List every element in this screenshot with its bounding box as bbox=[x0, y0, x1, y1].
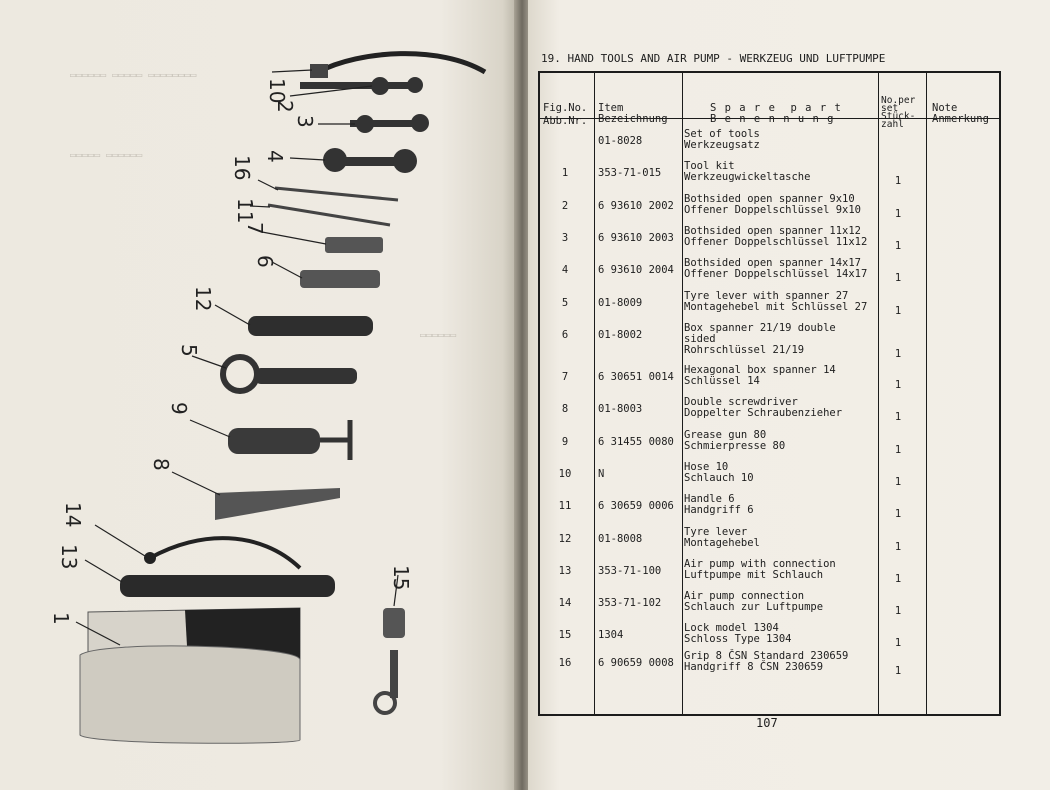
part-name-de: Offener Doppelschlüssel 14x17 bbox=[684, 268, 868, 280]
table-row bbox=[540, 258, 999, 290]
table-row bbox=[540, 494, 999, 526]
table-row bbox=[540, 397, 999, 429]
part-name-en: Bothsided open spanner 11x12 bbox=[684, 225, 862, 237]
part-name-en: Double screwdriver bbox=[684, 396, 798, 408]
part-name-de: Schlauch 10 bbox=[684, 472, 754, 484]
part-name-en: Tyre lever with spanner 27 bbox=[684, 290, 849, 302]
air-pump-drawing bbox=[120, 575, 335, 597]
handle-drawing bbox=[268, 205, 390, 225]
header-qty: No.per set Stück- zahl bbox=[881, 95, 916, 130]
part-name-de: Schmierpresse 80 bbox=[684, 440, 786, 452]
table-row bbox=[540, 194, 999, 226]
part-name-en: Air pump connection bbox=[684, 590, 805, 602]
ring-spanner-drawing bbox=[223, 357, 257, 391]
part-name-de: Montagehebel mit Schlüssel 27 bbox=[684, 301, 868, 313]
part-name-en: Box spanner 21/19 double bbox=[684, 322, 836, 334]
item-number: 353-71-100 bbox=[598, 565, 662, 577]
item-number: 6 30651 0014 bbox=[598, 371, 674, 383]
callout-label: 15 bbox=[389, 565, 413, 591]
header-fig: Fig.No. Abb.Nr. bbox=[543, 102, 588, 127]
item-number: 353-71-102 bbox=[598, 597, 662, 609]
callout-label: 16 bbox=[230, 155, 254, 181]
fig-number: 2 bbox=[561, 200, 569, 212]
part-name-de: Offener Doppelschlüssel 9x10 bbox=[684, 204, 862, 216]
table-row bbox=[540, 651, 999, 683]
item-number: 6 93610 2003 bbox=[598, 232, 674, 244]
section-heading: 19. HAND TOOLS AND AIR PUMP - WERKZEUG UND LUFTPUMPE bbox=[541, 52, 886, 65]
page-number: 107 bbox=[756, 716, 778, 730]
hex-box-spanner-drawing bbox=[325, 237, 383, 253]
table-row bbox=[540, 291, 999, 323]
part-name-de: Doppelter Schraubenzieher bbox=[684, 407, 843, 419]
part-name-de: Schlüssel 14 bbox=[684, 375, 760, 387]
item-number: 1304 bbox=[598, 629, 624, 641]
grease-gun-drawing bbox=[228, 428, 320, 454]
fig-number: 14 bbox=[558, 597, 572, 609]
quantity: 1 bbox=[894, 240, 902, 252]
item-number: 01-8028 bbox=[598, 135, 643, 147]
fig-number: 3 bbox=[561, 232, 569, 244]
part-name-en: Grease gun 80 bbox=[684, 429, 767, 441]
quantity: 1 bbox=[894, 665, 902, 677]
show-through-text: ▭▭▭▭▭ ▭▭▭▭▭▭ bbox=[70, 150, 143, 161]
part-name-de: Handgriff 8 ČSN 230659 bbox=[684, 661, 824, 673]
callout-label: 2 bbox=[273, 100, 297, 113]
callout-label: 3 bbox=[293, 115, 317, 128]
item-number: 6 31455 0080 bbox=[598, 436, 674, 448]
part-name-en: Hexagonal box spanner 14 bbox=[684, 364, 836, 376]
hose-drawing bbox=[318, 54, 485, 72]
part-name-de: Montagehebel bbox=[684, 537, 760, 549]
header-item: Item Bezeichnung bbox=[598, 102, 668, 125]
callout-label: 13 bbox=[57, 544, 81, 570]
part-name-en: Air pump with connection bbox=[684, 558, 836, 570]
part-name-en: Bothsided open spanner 14x17 bbox=[684, 257, 862, 269]
quantity: 1 bbox=[894, 305, 902, 317]
part-name-en: Set of tools bbox=[684, 128, 760, 140]
quantity: 1 bbox=[894, 411, 902, 423]
quantity: 1 bbox=[894, 348, 902, 360]
show-through-text: ▭▭▭▭▭▭ bbox=[420, 330, 457, 341]
table-row bbox=[540, 527, 999, 559]
item-number: 01-8008 bbox=[598, 533, 643, 545]
quantity: 1 bbox=[894, 444, 902, 456]
fig-number: 4 bbox=[561, 264, 569, 276]
fig-number: 15 bbox=[558, 629, 572, 641]
part-name-de: Luftpumpe mit Schlauch bbox=[684, 569, 824, 581]
item-number: 01-8002 bbox=[598, 329, 643, 341]
item-number: N bbox=[598, 468, 605, 480]
item-number: 353-71-015 bbox=[598, 167, 662, 179]
callout-label: 7 bbox=[243, 222, 267, 235]
show-through-text: ▭▭▭▭▭▭ ▭▭▭▭▭ ▭▭▭▭▭▭▭▭ bbox=[70, 70, 197, 81]
item-number: 6 93610 2004 bbox=[598, 264, 674, 276]
fig-number: 9 bbox=[561, 436, 569, 448]
quantity: 1 bbox=[894, 476, 902, 488]
callout-label: 12 bbox=[191, 286, 215, 312]
parts-table bbox=[538, 71, 1001, 716]
fig-number: 10 bbox=[558, 468, 572, 480]
part-name-en: Handle 6 bbox=[684, 493, 735, 505]
table-row bbox=[540, 129, 999, 161]
spanner-drawing-3 bbox=[350, 114, 429, 133]
table-row bbox=[540, 365, 999, 397]
fig-number: 8 bbox=[561, 403, 569, 415]
item-number: 6 90659 0008 bbox=[598, 657, 674, 669]
part-name-en: Tool kit bbox=[684, 160, 735, 172]
part-name-en: Bothsided open spanner 9x10 bbox=[684, 193, 855, 205]
callout-label: 10 bbox=[265, 78, 289, 104]
header-note: Note Anmerkung bbox=[932, 102, 989, 125]
lock-drawing bbox=[383, 608, 405, 638]
hose-nozzle bbox=[310, 64, 328, 78]
callout-label: 5 bbox=[177, 344, 201, 357]
part-name-de: Schloss Type 1304 bbox=[684, 633, 792, 645]
item-number: 6 93610 2002 bbox=[598, 200, 674, 212]
quantity: 1 bbox=[894, 637, 902, 649]
part-name-en: Grip 8 ČSN Standard 230659 bbox=[684, 650, 849, 662]
header-spare-part: S p a r e p a r t B e n e n n u n g bbox=[710, 102, 842, 125]
quantity: 1 bbox=[894, 605, 902, 617]
part-name-en-cont: sided bbox=[684, 333, 716, 345]
table-row bbox=[540, 161, 999, 193]
part-name-de: Offener Doppelschlüssel 11x12 bbox=[684, 236, 868, 248]
fig-number: 16 bbox=[558, 657, 572, 669]
quantity: 1 bbox=[894, 541, 902, 553]
fig-number: 1 bbox=[561, 167, 569, 179]
fig-number: 12 bbox=[558, 533, 572, 545]
part-name-de: Schlauch zur Luftpumpe bbox=[684, 601, 824, 613]
spanner-drawing-4 bbox=[323, 148, 417, 173]
quantity: 1 bbox=[894, 573, 902, 585]
fig-number: 5 bbox=[561, 297, 569, 309]
quantity: 1 bbox=[894, 175, 902, 187]
item-number: 01-8003 bbox=[598, 403, 643, 415]
part-name-de: Werkzeugsatz bbox=[684, 139, 760, 151]
box-spanner-drawing bbox=[300, 270, 380, 288]
callout-label: 6 bbox=[253, 255, 277, 268]
table-row bbox=[540, 591, 999, 623]
quantity: 1 bbox=[894, 272, 902, 284]
part-name-de: Rohrschlüssel 21/19 bbox=[684, 344, 805, 356]
part-name-en: Tyre lever bbox=[684, 526, 748, 538]
quantity: 1 bbox=[894, 379, 902, 391]
callout-label: 4 bbox=[263, 150, 287, 163]
exploded-tool-drawing bbox=[0, 0, 518, 790]
table-row bbox=[540, 462, 999, 494]
fig-number: 11 bbox=[558, 500, 572, 512]
item-number: 6 30659 0006 bbox=[598, 500, 674, 512]
quantity: 1 bbox=[894, 508, 902, 520]
item-number: 01-8009 bbox=[598, 297, 643, 309]
screwdriver-drawing bbox=[215, 488, 340, 520]
callout-label: 8 bbox=[149, 458, 173, 471]
table-row bbox=[540, 322, 999, 360]
fig-number: 6 bbox=[561, 329, 569, 341]
table-row bbox=[540, 226, 999, 258]
part-name-en: Lock model 1304 bbox=[684, 622, 779, 634]
part-name-de: Handgriff 6 bbox=[684, 504, 754, 516]
fig-number: 13 bbox=[558, 565, 572, 577]
air-pump-hose-drawing bbox=[150, 538, 300, 568]
callout-label: 9 bbox=[167, 402, 191, 415]
callout-label: 11 bbox=[233, 198, 257, 224]
quantity: 1 bbox=[894, 208, 902, 220]
callout-label: 14 bbox=[61, 502, 85, 528]
grip-drawing bbox=[275, 188, 398, 200]
part-name-de: Werkzeugwickeltasche bbox=[684, 171, 811, 183]
table-row bbox=[540, 430, 999, 462]
tyre-lever-drawing bbox=[248, 316, 373, 336]
fig-number: 7 bbox=[561, 371, 569, 383]
part-name-en: Hose 10 bbox=[684, 461, 729, 473]
left-page-illustration bbox=[0, 0, 518, 790]
table-row bbox=[540, 559, 999, 591]
callout-label: 1 bbox=[49, 612, 73, 625]
